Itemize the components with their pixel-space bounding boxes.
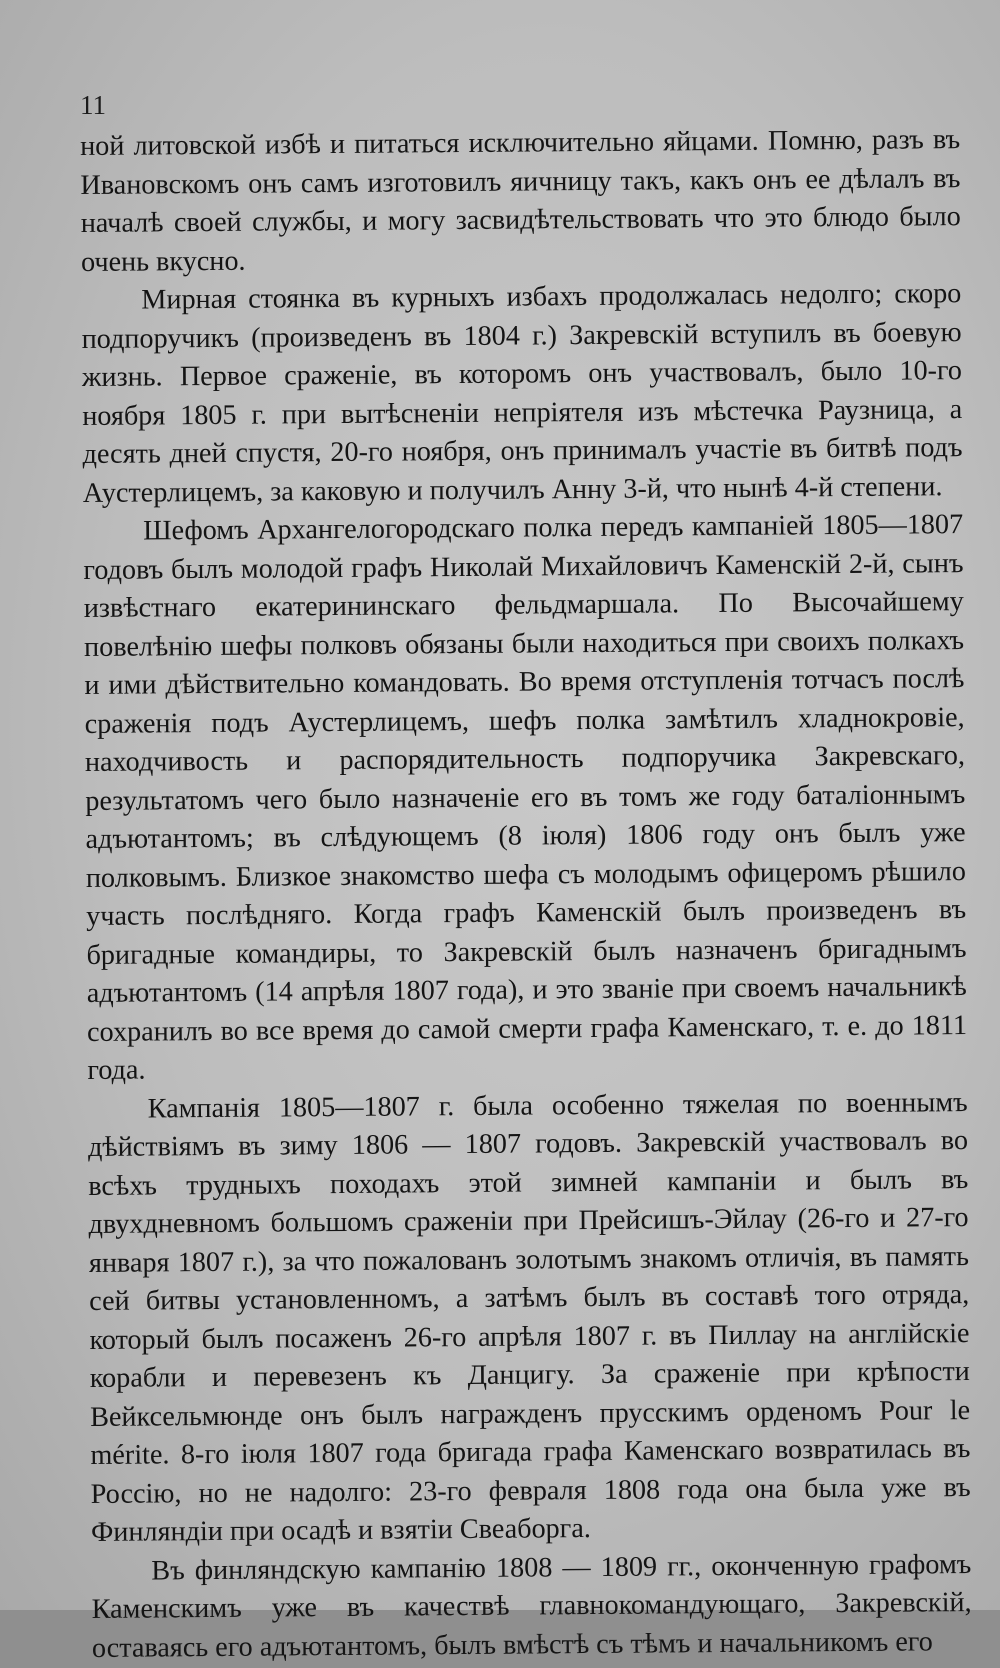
- page-text: [80, 121, 972, 1668]
- paragraph-1: ной литовской избѣ и питаться исключительно яйцами. Помню, разъ въ Ивановскомъ онъ самъ изготовилъ яичницу такъ, какъ онъ ее дѣлалъ въ началѣ своей службы, и могу засвидѣтельствовать что это блюдо было очень вкусно.: [80, 124, 961, 278]
- paragraph-3: Шефомъ Архангелогородскаго полка передъ кампаніей 1805—1807 годовъ былъ молодой графъ Николай Михайловичъ Каменскій 2-й, сынъ извѣстнаго екатерининскаго фельдмаршала. По Высочайшему повелѣнію шефы полковъ обязаны были находиться при своихъ полкахъ и ими дѣйствительно командовать. Во время отступленія тотчасъ послѣ сраженія подъ Аустерлицемъ, шефъ полка замѣтилъ хладнокровіе, находчивость и распорядительность подпоручика Закревскаго, результатомъ чего было назначеніе его въ томъ же году баталіоннымъ адъютантомъ; въ слѣдующемъ (8 іюля) 1806 году онъ былъ уже полковымъ. Близкое знакомство шефа съ молодымъ офицеромъ рѣшило участь послѣдняго. Когда графъ Каменскій былъ произведенъ въ бригадные командиры, то Закревскій былъ назначенъ бригаднымъ адъютантомъ (14 апрѣля 1807 года), и это званіе при своемъ начальникѣ сохранилъ во все время до самой смерти графа Каменскаго, т. е. до 1811 года.: [83, 509, 968, 1086]
- paragraph-5: Въ финляндскую кампанію 1808 — 1809 гг., оконченную графомъ Каменскимъ уже въ качествѣ главнокомандующаго, Закревскій, оставаясь его адъютантомъ, былъ вмѣстѣ съ тѣмъ и начальникомъ его: [91, 1548, 972, 1664]
- paragraph-2: Мирная стоянка въ курныхъ избахъ продолжалась недолго; скоро подпоручикъ (произведенъ въ 1804 г.) Закревскій вступилъ въ боевую жизнь. Первое сраженіе, въ которомъ онъ участвовалъ, было 10-го ноября 1805 г. при вытѣсненіи непріятеля изъ мѣстечка Раузница, а десять дней спустя, 20-го ноября, онъ принималъ участіе въ битвѣ подъ Аустерлицемъ, за каковую и получилъ Анну 3-й, что нынѣ 4-й степени.: [81, 278, 963, 509]
- page-number: 11: [80, 90, 106, 120]
- paragraph-4: Кампанія 1805—1807 г. была особенно тяжелая по военнымъ дѣйствіямъ въ зиму 1806 — 1807 годовъ. Закревскій участвовалъ во всѣхъ трудныхъ походахъ этой зимней кампаніи и былъ въ двухдневномъ большомъ сраженіи при Прейсишъ-Эйлау (26-го и 27-го января 1807 г.), за что пожалованъ золотымъ знакомъ отличія, въ память сей битвы установленномъ, а затѣмъ былъ въ составѣ того отряда, который былъ посаженъ 26-го апрѣля 1807 г. въ Пиллау на англійскіе корабли и перевезенъ къ Данцигу. За сраженіе при крѣпости Вейксельмюнде онъ былъ награжденъ прусскимъ орденомъ Pour le mérite. 8-го іюля 1807 года бригада графа Каменскаго возвратилась въ Россію, но не надолго: 23-го февраля 1808 года она была уже въ Финляндіи при осадѣ и взятіи Свеаборга.: [87, 1086, 971, 1548]
